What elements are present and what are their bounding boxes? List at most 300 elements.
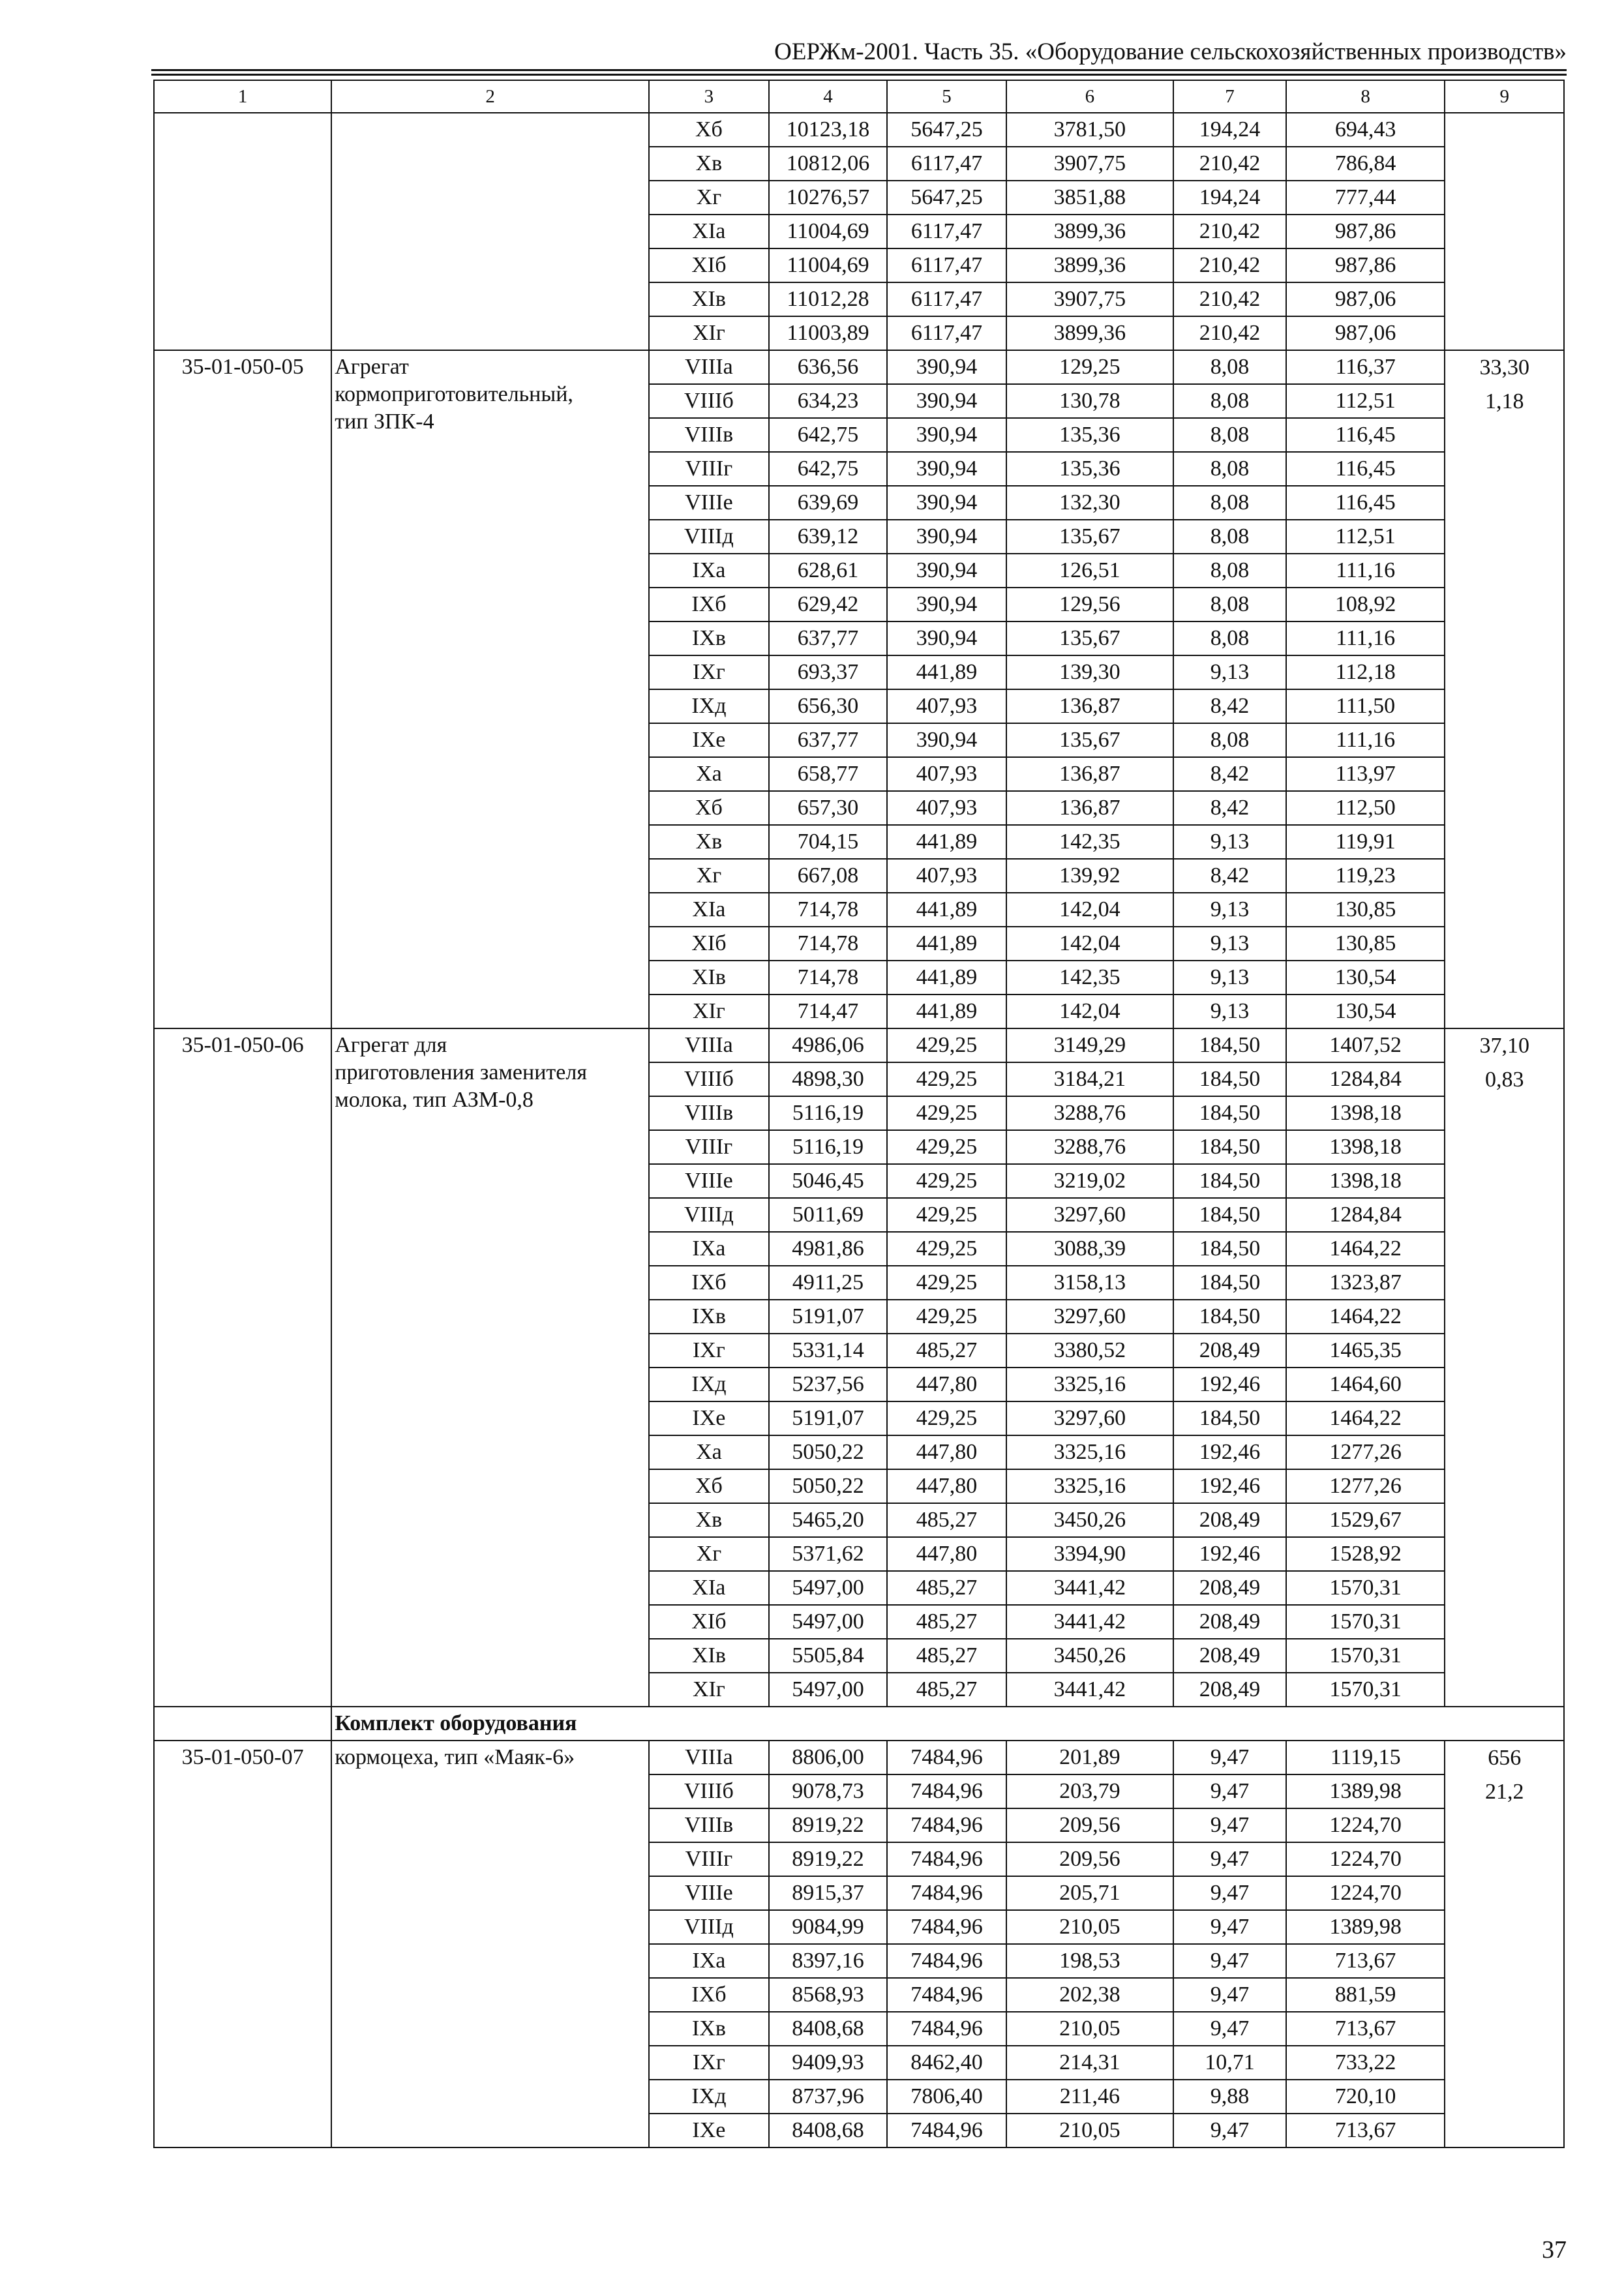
value-cell: 210,42 [1173,147,1286,181]
section-row [154,1707,1564,1741]
item-code-cell: 35-01-050-05 [154,350,331,1028]
value-cell: 3325,16 [1006,1435,1173,1469]
value-cell: 132,30 [1006,486,1173,520]
page-header-title: ОЕРЖм-2001. Часть 35. «Оборудование сельскохозяйственных производств» [774,38,1567,65]
value-cell: 8,08 [1173,384,1286,418]
grade-cell: Xб [649,1469,769,1503]
value-cell: 8,42 [1173,689,1286,723]
value-cell: 1398,18 [1286,1130,1445,1164]
item-name-cell [331,1741,649,2147]
grade-cell: IXб [649,588,769,621]
grade-cell: IXе [649,723,769,757]
value-cell: 407,93 [887,757,1006,791]
value-cell: 8919,22 [769,1842,888,1876]
value-cell: 135,67 [1006,520,1173,554]
extra-values-cell [1445,113,1564,350]
grade-cell: IXб [649,1978,769,2012]
value-cell: 3899,36 [1006,215,1173,248]
value-cell: 6117,47 [887,282,1006,316]
value-cell: 208,49 [1173,1673,1286,1707]
value-cell: 429,25 [887,1401,1006,1435]
extra-values-cell [1445,350,1564,1028]
table-row [154,1028,1564,1062]
value-cell: 130,54 [1286,961,1445,995]
value-cell: 5050,22 [769,1435,888,1469]
value-cell: 3288,76 [1006,1130,1173,1164]
value-cell: 390,94 [887,418,1006,452]
value-cell: 129,25 [1006,350,1173,384]
value-cell: 203,79 [1006,1774,1173,1808]
extra-value: 0,83 [1484,1068,1524,1092]
value-cell: 1277,26 [1286,1469,1445,1503]
value-cell: 10123,18 [769,113,888,147]
item-name-line: Агрегат [335,355,409,379]
grade-cell: Xб [649,113,769,147]
value-cell: 214,31 [1006,2046,1173,2080]
value-cell: 119,23 [1286,859,1445,893]
grade-cell: Xг [649,1537,769,1571]
grade-cell: VIIIе [649,1164,769,1198]
value-cell: 192,46 [1173,1537,1286,1571]
value-cell: 5331,14 [769,1334,888,1368]
value-cell: 184,50 [1173,1266,1286,1300]
value-cell: 714,78 [769,927,888,961]
value-cell: 8,08 [1173,723,1286,757]
value-cell: 3219,02 [1006,1164,1173,1198]
value-cell: 8919,22 [769,1808,888,1842]
value-cell: 5647,25 [887,181,1006,215]
value-cell: 407,93 [887,859,1006,893]
value-cell: 7484,96 [887,1876,1006,1910]
value-cell: 142,04 [1006,893,1173,927]
value-cell: 3184,21 [1006,1062,1173,1096]
page-number: 37 [1542,2236,1567,2264]
value-cell: 1570,31 [1286,1673,1445,1707]
value-cell: 390,94 [887,520,1006,554]
value-cell: 777,44 [1286,181,1445,215]
value-cell: 5011,69 [769,1198,888,1232]
value-cell: 9,13 [1173,825,1286,859]
value-cell: 8397,16 [769,1944,888,1978]
value-cell: 135,67 [1006,621,1173,655]
value-cell: 1570,31 [1286,1571,1445,1605]
value-cell: 693,37 [769,655,888,689]
value-cell: 7484,96 [887,2012,1006,2046]
value-cell: 9,47 [1173,1774,1286,1808]
value-cell: 7484,96 [887,1808,1006,1842]
value-cell: 639,69 [769,486,888,520]
table-row [154,1741,1564,1774]
value-cell: 704,15 [769,825,888,859]
column-header: 1 [154,80,331,113]
value-cell: 639,12 [769,520,888,554]
value-cell: 192,46 [1173,1469,1286,1503]
value-cell: 136,87 [1006,791,1173,825]
grade-cell: VIIIб [649,1062,769,1096]
value-cell: 634,23 [769,384,888,418]
value-cell: 3297,60 [1006,1401,1173,1435]
value-cell: 7484,96 [887,1774,1006,1808]
value-cell: 3450,26 [1006,1639,1173,1673]
value-cell: 8806,00 [769,1741,888,1774]
grade-cell: VIIIд [649,520,769,554]
value-cell: 135,36 [1006,452,1173,486]
value-cell: 1407,52 [1286,1028,1445,1062]
value-cell: 7484,96 [887,1910,1006,1944]
value-cell: 208,49 [1173,1334,1286,1368]
value-cell: 8,08 [1173,554,1286,588]
value-cell: 694,43 [1286,113,1445,147]
value-cell: 720,10 [1286,2080,1445,2114]
value-cell: 10,71 [1173,2046,1286,2080]
grade-cell: XIб [649,927,769,961]
value-cell: 211,46 [1006,2080,1173,2114]
grade-cell: VIIIв [649,1808,769,1842]
value-cell: 4986,06 [769,1028,888,1062]
value-cell: 208,49 [1173,1605,1286,1639]
value-cell: 636,56 [769,350,888,384]
value-cell: 201,89 [1006,1741,1173,1774]
value-cell: 9084,99 [769,1910,888,1944]
grade-cell: IXв [649,1300,769,1334]
value-cell: 628,61 [769,554,888,588]
value-cell: 390,94 [887,452,1006,486]
grade-cell: XIа [649,215,769,248]
extra-value: 33,30 [1479,355,1529,380]
value-cell: 1323,87 [1286,1266,1445,1300]
value-cell: 8,42 [1173,859,1286,893]
grade-cell: XIг [649,1673,769,1707]
value-cell: 1465,35 [1286,1334,1445,1368]
value-cell: 111,16 [1286,554,1445,588]
value-cell: 642,75 [769,418,888,452]
value-cell: 713,67 [1286,2012,1445,2046]
value-cell: 113,97 [1286,757,1445,791]
value-cell: 9078,73 [769,1774,888,1808]
value-cell: 3288,76 [1006,1096,1173,1130]
value-cell: 429,25 [887,1198,1006,1232]
value-cell: 881,59 [1286,1978,1445,2012]
value-cell: 6117,47 [887,147,1006,181]
value-cell: 441,89 [887,893,1006,927]
value-cell: 8408,68 [769,2114,888,2147]
value-cell: 4898,30 [769,1062,888,1096]
value-cell: 8915,37 [769,1876,888,1910]
value-cell: 116,45 [1286,486,1445,520]
value-cell: 210,42 [1173,282,1286,316]
grade-cell: XIв [649,961,769,995]
value-cell: 485,27 [887,1639,1006,1673]
value-cell: 112,51 [1286,520,1445,554]
value-cell: 112,50 [1286,791,1445,825]
value-cell: 202,38 [1006,1978,1173,2012]
value-cell: 1284,84 [1286,1062,1445,1096]
value-cell: 3899,36 [1006,316,1173,350]
value-cell: 3394,90 [1006,1537,1173,1571]
value-cell: 1284,84 [1286,1198,1445,1232]
grade-cell: IXд [649,2080,769,2114]
value-cell: 142,04 [1006,995,1173,1028]
table-row [154,350,1564,384]
grade-cell: Xв [649,1503,769,1537]
value-cell: 3297,60 [1006,1198,1173,1232]
value-cell: 658,77 [769,757,888,791]
item-name-line: молока, тип АЗМ-0,8 [335,1088,534,1112]
value-cell: 713,67 [1286,2114,1445,2147]
value-cell: 142,04 [1006,927,1173,961]
value-cell: 485,27 [887,1673,1006,1707]
value-cell: 1464,60 [1286,1368,1445,1401]
item-name-line: приготовления заменителя [335,1060,587,1085]
value-cell: 208,49 [1173,1571,1286,1605]
value-cell: 8,42 [1173,791,1286,825]
grade-cell: XIб [649,248,769,282]
extra-value: 37,10 [1479,1034,1529,1058]
value-cell: 987,86 [1286,248,1445,282]
value-cell: 5505,84 [769,1639,888,1673]
value-cell: 1528,92 [1286,1537,1445,1571]
value-cell: 5497,00 [769,1571,888,1605]
value-cell: 6117,47 [887,215,1006,248]
value-cell: 6117,47 [887,248,1006,282]
value-cell: 390,94 [887,588,1006,621]
value-cell: 136,87 [1006,689,1173,723]
value-cell: 429,25 [887,1164,1006,1198]
item-name-line: кормоприготовительный, [335,382,573,406]
value-cell: 447,80 [887,1368,1006,1401]
value-cell: 3441,42 [1006,1571,1173,1605]
header-rule [151,74,1567,76]
value-cell: 9,88 [1173,2080,1286,2114]
value-cell: 714,78 [769,961,888,995]
value-cell: 10812,06 [769,147,888,181]
value-cell: 1224,70 [1286,1876,1445,1910]
value-cell: 7806,40 [887,2080,1006,2114]
value-cell: 667,08 [769,859,888,893]
grade-cell: IXд [649,689,769,723]
value-cell: 111,16 [1286,723,1445,757]
value-cell: 198,53 [1006,1944,1173,1978]
grade-cell: IXд [649,1368,769,1401]
value-cell: 1464,22 [1286,1232,1445,1266]
value-cell: 3325,16 [1006,1469,1173,1503]
value-cell: 5050,22 [769,1469,888,1503]
grade-cell: VIIIе [649,486,769,520]
grade-cell: VIIIб [649,1774,769,1808]
value-cell: 7484,96 [887,1944,1006,1978]
grade-cell: XIа [649,1571,769,1605]
table-row [154,113,1564,147]
value-cell: 390,94 [887,621,1006,655]
value-cell: 3441,42 [1006,1673,1173,1707]
value-cell: 4981,86 [769,1232,888,1266]
value-cell: 9,47 [1173,1741,1286,1774]
value-cell: 429,25 [887,1266,1006,1300]
value-cell: 1224,70 [1286,1808,1445,1842]
value-cell: 7484,96 [887,1741,1006,1774]
value-cell: 136,87 [1006,757,1173,791]
value-cell: 1570,31 [1286,1639,1445,1673]
value-cell: 9,47 [1173,2114,1286,2147]
value-cell: 441,89 [887,927,1006,961]
value-cell: 5497,00 [769,1605,888,1639]
value-cell: 119,91 [1286,825,1445,859]
value-cell: 1570,31 [1286,1605,1445,1639]
value-cell: 184,50 [1173,1300,1286,1334]
value-cell: 184,50 [1173,1164,1286,1198]
column-header-row [154,80,1564,113]
value-cell: 3851,88 [1006,181,1173,215]
value-cell: 7484,96 [887,1978,1006,2012]
value-cell: 192,46 [1173,1368,1286,1401]
value-cell: 429,25 [887,1130,1006,1164]
value-cell: 8,08 [1173,452,1286,486]
value-cell: 112,51 [1286,384,1445,418]
grade-cell: VIIIе [649,1876,769,1910]
value-cell: 447,80 [887,1537,1006,1571]
grade-cell: IXа [649,1232,769,1266]
item-code-cell: 35-01-050-07 [154,1741,331,2147]
value-cell: 637,77 [769,723,888,757]
item-name-line: кормоцеха, тип «Маяк-6» [335,1745,575,1769]
value-cell: 7484,96 [887,1842,1006,1876]
grade-cell: IXе [649,1401,769,1435]
column-header: 8 [1286,80,1445,113]
grade-cell: VIIIа [649,1028,769,1062]
value-cell: 9,47 [1173,1876,1286,1910]
value-cell: 5465,20 [769,1503,888,1537]
value-cell: 1398,18 [1286,1096,1445,1130]
table-body [154,113,1564,2147]
grade-cell: IXг [649,2046,769,2080]
value-cell: 129,56 [1006,588,1173,621]
grade-cell: VIIIа [649,350,769,384]
item-name-line: Агрегат для [335,1033,447,1057]
item-name-line: тип ЗПК-4 [335,410,434,434]
grade-cell: XIг [649,995,769,1028]
rates-table [153,80,1565,2148]
value-cell: 1277,26 [1286,1435,1445,1469]
value-cell: 209,56 [1006,1808,1173,1842]
value-cell: 7484,96 [887,2114,1006,2147]
item-code-cell: 35-01-050-06 [154,1028,331,1707]
value-cell: 9,13 [1173,655,1286,689]
value-cell: 8,08 [1173,350,1286,384]
grade-cell: VIIIб [649,384,769,418]
item-name-cell [331,113,649,350]
value-cell: 8,42 [1173,757,1286,791]
value-cell: 733,22 [1286,2046,1445,2080]
value-cell: 8408,68 [769,2012,888,2046]
section-blank-cell [154,1707,331,1741]
grade-cell: IXв [649,2012,769,2046]
value-cell: 210,05 [1006,2012,1173,2046]
extra-value: 656 [1488,1746,1522,1770]
value-cell: 3907,75 [1006,147,1173,181]
value-cell: 116,37 [1286,350,1445,384]
item-name-cell [331,350,649,1028]
value-cell: 11004,69 [769,215,888,248]
value-cell: 184,50 [1173,1096,1286,1130]
grade-cell: Xб [649,791,769,825]
value-cell: 184,50 [1173,1401,1286,1435]
value-cell: 485,27 [887,1334,1006,1368]
value-cell: 6117,47 [887,316,1006,350]
value-cell: 184,50 [1173,1198,1286,1232]
grade-cell: VIIIг [649,1842,769,1876]
value-cell: 642,75 [769,452,888,486]
value-cell: 441,89 [887,995,1006,1028]
value-cell: 1398,18 [1286,1164,1445,1198]
value-cell: 3899,36 [1006,248,1173,282]
value-cell: 126,51 [1006,554,1173,588]
value-cell: 407,93 [887,689,1006,723]
value-cell: 10276,57 [769,181,888,215]
value-cell: 637,77 [769,621,888,655]
value-cell: 5046,45 [769,1164,888,1198]
value-cell: 629,42 [769,588,888,621]
value-cell: 1389,98 [1286,1910,1445,1944]
grade-cell: Xа [649,757,769,791]
value-cell: 390,94 [887,554,1006,588]
value-cell: 5191,07 [769,1300,888,1334]
value-cell: 786,84 [1286,147,1445,181]
value-cell: 987,06 [1286,282,1445,316]
value-cell: 713,67 [1286,1944,1445,1978]
extra-values-cell [1445,1028,1564,1707]
value-cell: 5237,56 [769,1368,888,1401]
value-cell: 714,78 [769,893,888,927]
value-cell: 441,89 [887,961,1006,995]
grade-cell: VIIIд [649,1910,769,1944]
value-cell: 1389,98 [1286,1774,1445,1808]
value-cell: 111,16 [1286,621,1445,655]
value-cell: 194,24 [1173,181,1286,215]
value-cell: 142,35 [1006,825,1173,859]
value-cell: 112,18 [1286,655,1445,689]
grade-cell: IXе [649,2114,769,2147]
value-cell: 9,13 [1173,927,1286,961]
value-cell: 184,50 [1173,1028,1286,1062]
value-cell: 447,80 [887,1469,1006,1503]
value-cell: 9,47 [1173,1978,1286,2012]
value-cell: 5116,19 [769,1096,888,1130]
value-cell: 8,08 [1173,486,1286,520]
column-header: 9 [1445,80,1564,113]
value-cell: 192,46 [1173,1435,1286,1469]
value-cell: 3149,29 [1006,1028,1173,1062]
value-cell: 390,94 [887,723,1006,757]
column-header: 6 [1006,80,1173,113]
value-cell: 9,13 [1173,893,1286,927]
value-cell: 130,85 [1286,893,1445,927]
value-cell: 208,49 [1173,1503,1286,1537]
value-cell: 1464,22 [1286,1401,1445,1435]
value-cell: 3380,52 [1006,1334,1173,1368]
value-cell: 210,42 [1173,316,1286,350]
value-cell: 9,47 [1173,1910,1286,1944]
value-cell: 3325,16 [1006,1368,1173,1401]
value-cell: 429,25 [887,1096,1006,1130]
value-cell: 3297,60 [1006,1300,1173,1334]
value-cell: 390,94 [887,350,1006,384]
column-header: 4 [769,80,888,113]
value-cell: 1224,70 [1286,1842,1445,1876]
value-cell: 429,25 [887,1062,1006,1096]
value-cell: 210,05 [1006,1910,1173,1944]
value-cell: 5647,25 [887,113,1006,147]
grade-cell: VIIIг [649,1130,769,1164]
